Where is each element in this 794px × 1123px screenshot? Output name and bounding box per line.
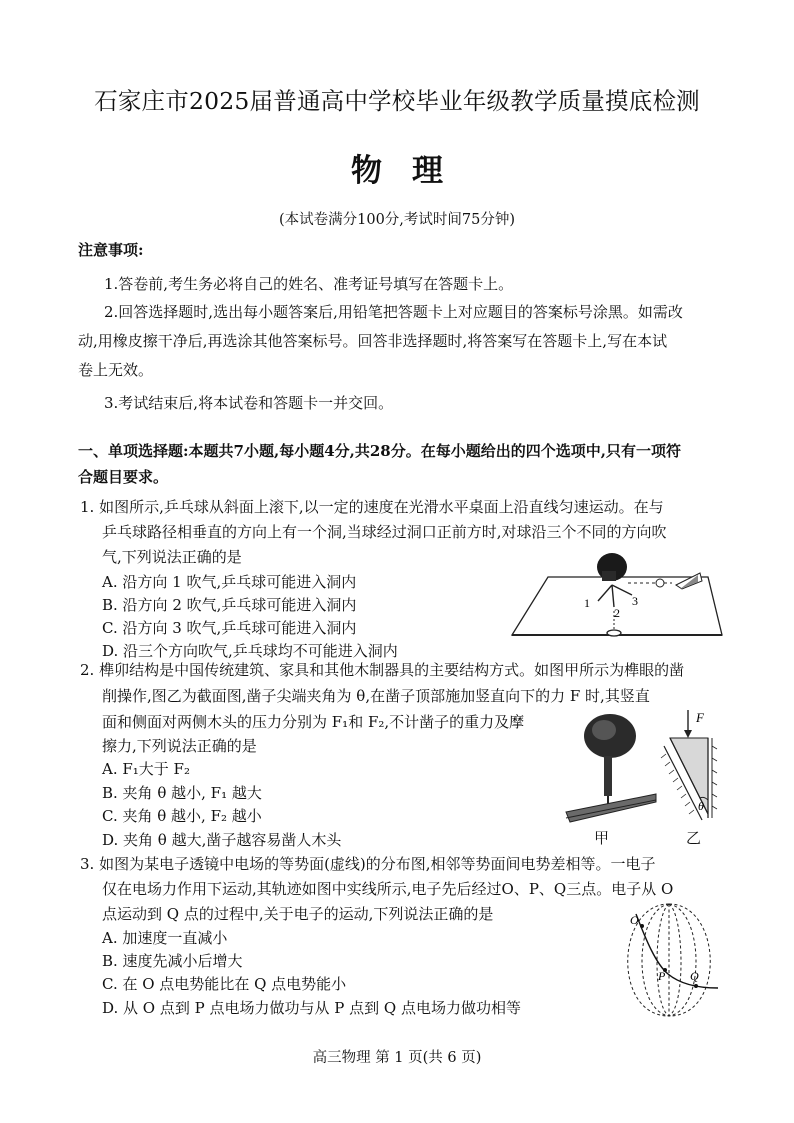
section-1-heading-cont: 合题目要求。 (78, 468, 169, 486)
q2-option-c: C. 夹角 θ 越小, F₂ 越小 (102, 807, 262, 825)
score-info: (本试卷满分100分,考试时间75分钟) (278, 212, 516, 228)
q2-cross-section-figure (660, 706, 730, 826)
q2-option-b: B. 夹角 θ 越小, F₁ 越大 (102, 784, 262, 802)
q3-equipotential-figure (606, 900, 732, 1020)
q3-stem-line-1: 3. 如图为某电子透镜中电场的等势面(虚线)的分布图,相邻等势面间电势差相等。一电子 (80, 855, 656, 873)
q2-figure-yi-label: 乙 (686, 829, 702, 847)
q3-option-a: A. 加速度一直减小 (102, 929, 228, 947)
notice-item-2-line-2: 动,用橡皮擦干净后,再选涂其他答案标号。回答非选择题时,将答案写在答题卡上,写在本试 (78, 332, 668, 350)
q3-option-b: B. 速度先减小后增大 (102, 952, 243, 970)
q3-point-q-label: Q (690, 969, 699, 983)
notice-item-2-line-1: 2.回答选择题时,选出每小题答案后,用铅笔把答题卡上对应题目的答案标号涂黑。如需改 (104, 303, 683, 321)
q1-dir-1-label: 1 (584, 596, 590, 610)
q2-chisel-photo-figure (566, 708, 656, 828)
q1-option-c: C. 沿方向 3 吹气,乒乓球可能进入洞内 (102, 619, 357, 637)
q2-option-d: D. 夹角 θ 越大,凿子越容易凿人木头 (102, 831, 342, 849)
q1-table-figure (500, 545, 730, 645)
q2-stem-line-4: 擦力,下列说法正确的是 (102, 737, 257, 755)
q2-stem-line-2: 削操作,图乙为截面图,凿子尖端夹角为 θ,在凿子顶部施加竖直向下的力 F 时,其竖直 (102, 687, 650, 705)
notice-item-1: 1.答卷前,考生务必将自己的姓名、准考证号填写在答题卡上。 (104, 275, 514, 293)
q1-stem-line-2: 乒乓球路径相垂直的方向上有一个洞,当球经过洞口正前方时,对球沿三个不同的方向吹 (102, 523, 667, 541)
q1-option-d: D. 沿三个方向吹气,乒乓球均不可能进入洞内 (102, 642, 398, 660)
q2-stem-line-1: 2. 榫卯结构是中国传统建筑、家具和其他木制器具的主要结构方式。如图甲所示为榫眼的凿 (80, 661, 685, 679)
q3-point-o-label: O (630, 913, 639, 927)
page-footer: 高三物理 第 1 页(共 6 页) (312, 1050, 482, 1066)
q1-stem-line-3: 气,下列说法正确的是 (102, 548, 242, 566)
q1-option-a: A. 沿方向 1 吹气,乒乓球可能进入洞内 (102, 573, 357, 591)
q1-option-b: B. 沿方向 2 吹气,乒乓球可能进入洞内 (102, 596, 357, 614)
notice-item-2-line-3: 卷上无效。 (78, 361, 154, 379)
q1-stem-line-1: 1. 如图所示,乒乓球从斜面上滚下,以一定的速度在光滑水平桌面上沿直线匀速运动。在与 (80, 498, 664, 516)
q2-figure-jia-label: 甲 (594, 829, 610, 847)
q3-stem-line-2: 仅在电场力作用下运动,其轨迹如图中实线所示,电子先后经过O、P、Q三点。电子从 O (102, 880, 674, 898)
q1-dir-3-label: 3 (632, 594, 638, 608)
q3-point-p-label: P (658, 969, 666, 983)
notice-item-3: 3.考试结束后,将本试卷和答题卡一并交回。 (104, 394, 394, 412)
q3-option-c: C. 在 O 点电势能比在 Q 点电势能小 (102, 975, 347, 993)
q3-option-d: D. 从 O 点到 P 点电场力做功与从 P 点到 Q 点电场力做功相等 (102, 999, 521, 1017)
q2-option-a: A. F₁大于 F₂ (102, 760, 190, 778)
notice-heading: 注意事项: (78, 241, 144, 259)
q2-angle-label: θ (698, 799, 704, 813)
q2-stem-line-3: 面和侧面对两侧木头的压力分别为 F₁和 F₂,不计凿子的重力及摩 (102, 713, 525, 731)
q2-force-label: F (696, 710, 704, 725)
section-1-heading: 一、单项选择题:本题共7小题,每小题4分,共28分。在每小题给出的四个选项中,只有一项符 (78, 442, 681, 460)
exam-title: 石家庄市2025届普通高中学校毕业年级教学质量摸底检测 (94, 87, 700, 115)
q3-stem-line-3: 点运动到 Q 点的过程中,关于电子的运动,下列说法正确的是 (102, 905, 494, 923)
q1-dir-2-label: 2 (614, 606, 620, 620)
subject-title: 物理 (351, 153, 473, 189)
